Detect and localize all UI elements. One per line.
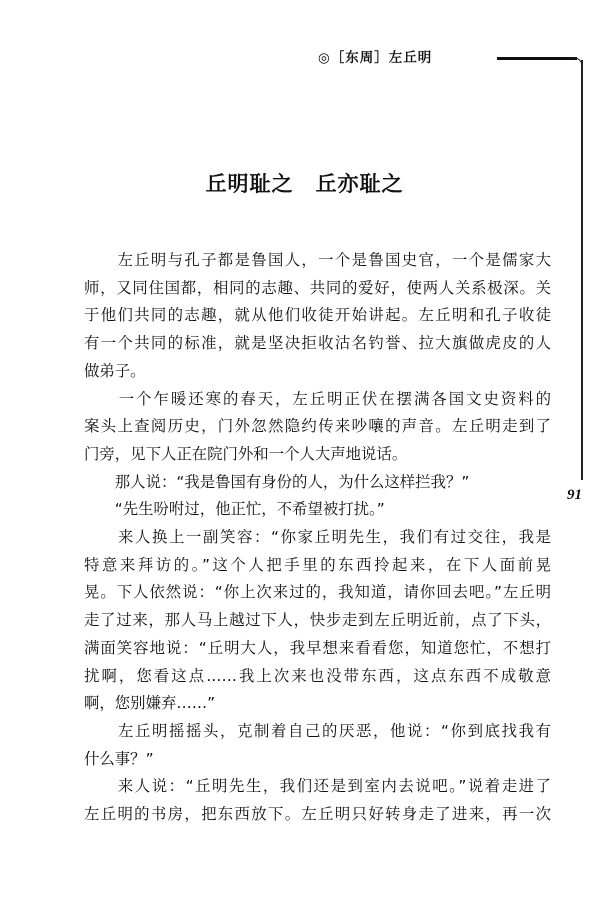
text-line: 来人换上一副笑容：“你家丘明先生，我们有过交往，我是 (84, 528, 551, 547)
text-line: 做弟子。 (84, 361, 146, 380)
text-line: “先生吩咐过，他正忙，不希望被打扰。” (84, 500, 385, 519)
body-text (84, 247, 551, 829)
text-line: 于他们共同的志趣，就从他们收徒开始讲起。左丘明和孔子收徒 (84, 306, 551, 325)
text-line: 左丘明与孔子都是鲁国人，一个是鲁国史官，一个是儒家大 (84, 251, 551, 269)
text-line: 什么事？” (84, 749, 154, 768)
header-rule (497, 57, 577, 60)
text-line: 那人说：“我是鲁国有身份的人，为什么这样拦我？” (84, 472, 470, 491)
text-line: 左丘明的书房，把东西放下。左丘明只好转身走了进来，再一次 (84, 805, 551, 824)
text-line: 特意来拜访的。”这个人把手里的东西拎起来，在下人面前晃 (84, 555, 551, 574)
text-line: 扰啊，您看这点……我上次来也没带东西，这点东西不成敬意 (84, 666, 551, 685)
text-line: 一个乍暖还寒的春天，左丘明正伏在摆满各国文史资料的 (84, 389, 551, 408)
text-line: 师，又同住国都，相同的志趣、共同的爱好，使两人关系极深。关 (84, 278, 551, 297)
margin-rule (581, 60, 583, 480)
page-number: 91 (567, 487, 582, 503)
text-line: 门旁，见下人正在院门外和一个人大声地说话。 (84, 444, 408, 463)
text-line: 满面笑容地说：“丘明大人，我早想来看看您，知道您忙，不想打 (84, 638, 551, 657)
text-line: 晃。下人依然说：“你上次来过的，我知道，请你回去吧。”左丘明 (84, 583, 551, 602)
running-head: ◎［东周］左丘明 (318, 50, 433, 66)
text-line: 案头上查阅历史，门外忽然隐约传来吵嚷的声音。左丘明走到了 (84, 417, 551, 436)
text-line: 来人说：“丘明先生，我们还是到室内去说吧。”说着走进了 (84, 777, 551, 796)
text-line: 走了过来，那人马上越过下人，快步走到左丘明近前，点了下头， (84, 611, 551, 630)
chapter-title: 丘明耻之 丘亦耻之 (205, 172, 404, 196)
text-line: 啊，您别嫌弃……” (84, 694, 216, 713)
text-line: 有一个共同的标准，就是坚决拒收沽名钓誉、拉大旗做虎皮的人 (84, 334, 551, 353)
text-line: 左丘明摇摇头，克制着自己的厌恶，他说：“你到底找我有 (84, 721, 551, 740)
